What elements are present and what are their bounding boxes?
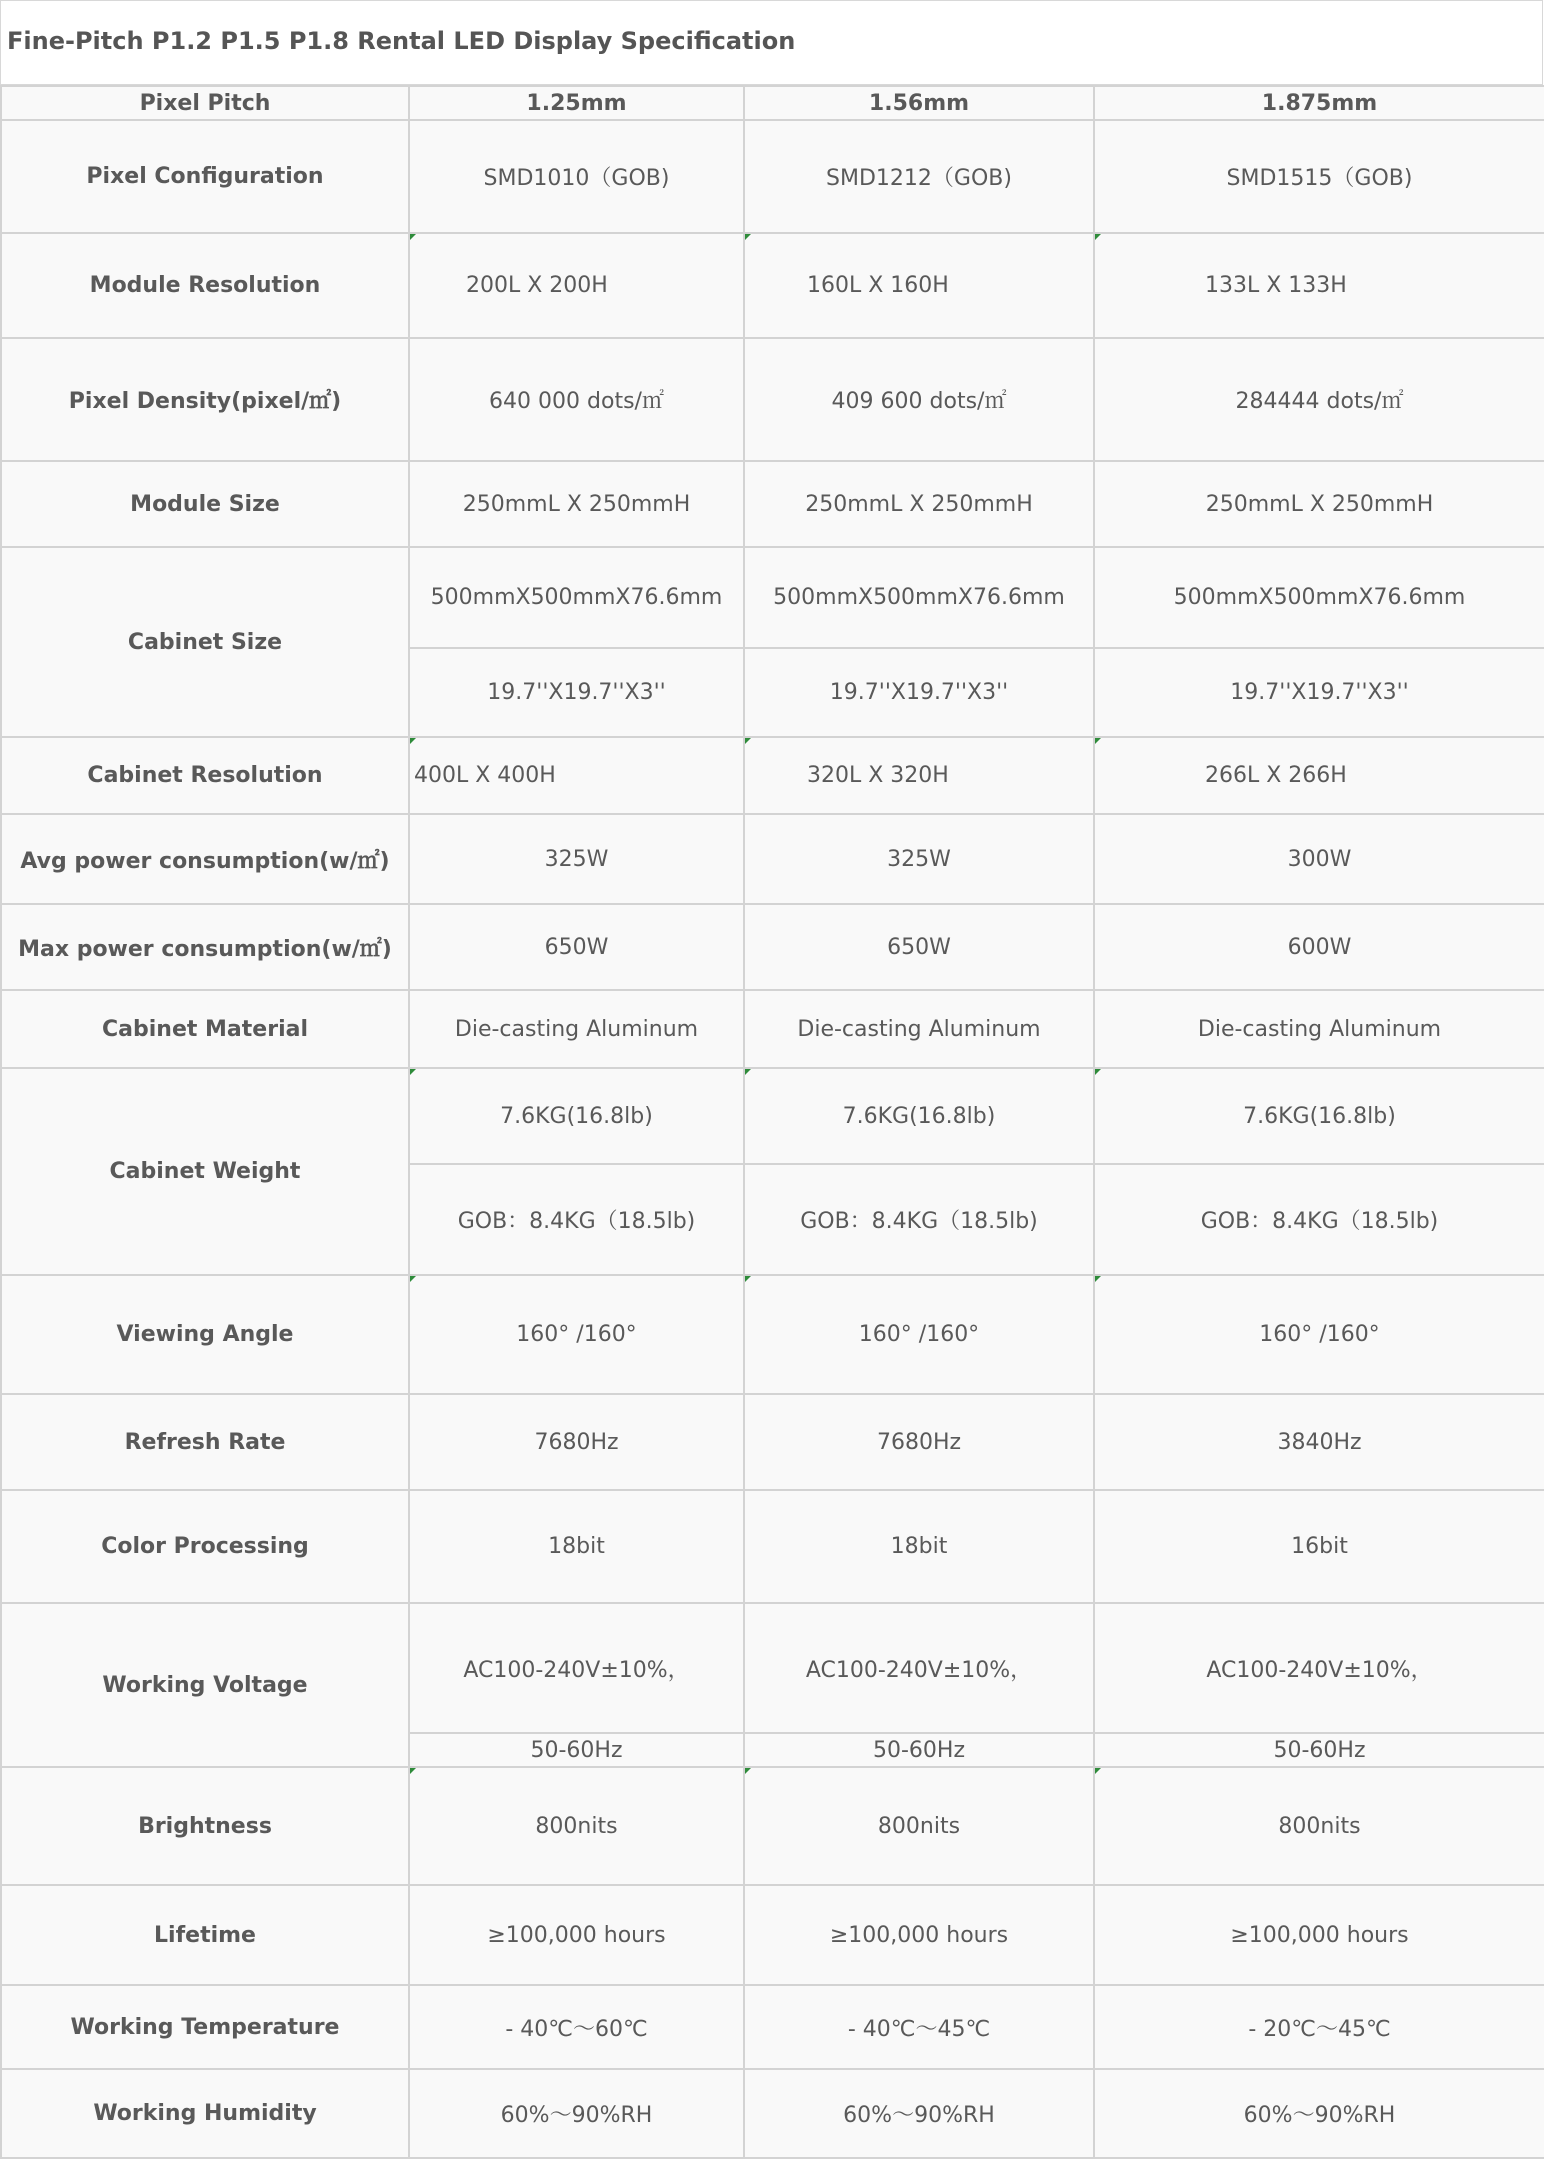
- cell-working-humidity-2: 60%～90%RH: [744, 2069, 1094, 2158]
- header-col-2: 1.56mm: [744, 86, 1094, 120]
- cell-cabinet-size-in-1: 19.7''X19.7''X3'': [409, 648, 744, 737]
- cell-module-res-2: 160L X 160H: [744, 233, 1094, 338]
- table-row: [1, 737, 1544, 814]
- cell-cabinet-material-1: Die-casting Aluminum: [409, 990, 744, 1068]
- cell-cabinet-res-2: 320L X 320H: [744, 737, 1094, 814]
- row-label-working-temperature: Working Temperature: [1, 1985, 409, 2069]
- table-row: [1, 990, 1544, 1068]
- cell-refresh-rate-1: 7680Hz: [409, 1394, 744, 1490]
- table-row: [1, 120, 1544, 233]
- page-title: Fine-Pitch P1.2 P1.5 P1.8 Rental LED Display Specification: [7, 27, 796, 55]
- cell-module-size-1: 250mmL X 250mmH: [409, 461, 744, 547]
- cell-brightness-1: 800nits: [409, 1767, 744, 1885]
- row-label-lifetime: Lifetime: [1, 1885, 409, 1985]
- cell-cabinet-size-mm-3: 500mmX500mmX76.6mm: [1094, 547, 1544, 648]
- cell-cabinet-weight-a-3: 7.6KG(16.8lb): [1094, 1068, 1544, 1164]
- row-label-module-size: Module Size: [1, 461, 409, 547]
- cell-cabinet-size-in-3: 19.7''X19.7''X3'': [1094, 648, 1544, 737]
- cell-working-voltage-b-1: 50-60Hz: [409, 1733, 744, 1767]
- cell-cabinet-res-3: 266L X 266H: [1094, 737, 1544, 814]
- row-label-working-humidity: Working Humidity: [1, 2069, 409, 2158]
- cell-lifetime-1: ≥100,000 hours: [409, 1885, 744, 1985]
- cell-working-voltage-a-3: AC100-240V±10%，: [1094, 1603, 1544, 1733]
- row-label-working-voltage: Working Voltage: [1, 1603, 409, 1767]
- row-label-cabinet-resolution: Cabinet Resolution: [1, 737, 409, 814]
- cell-color-processing-1: 18bit: [409, 1490, 744, 1603]
- cell-pixel-density-3: 284444 dots/㎡: [1094, 338, 1544, 461]
- cell-viewing-angle-1: 160° /160°: [409, 1275, 744, 1394]
- cell-pixel-config-2: SMD1212（GOB): [744, 120, 1094, 233]
- cell-module-res-1: 200L X 200H: [409, 233, 744, 338]
- cell-working-humidity-3: 60%～90%RH: [1094, 2069, 1544, 2158]
- cell-cabinet-material-3: Die-casting Aluminum: [1094, 990, 1544, 1068]
- title-box: [0, 0, 1543, 85]
- row-label-max-power: Max power consumption(w/㎡): [1, 904, 409, 990]
- cell-working-humidity-1: 60%～90%RH: [409, 2069, 744, 2158]
- cell-color-processing-2: 18bit: [744, 1490, 1094, 1603]
- cell-working-temp-2: - 40℃～45℃: [744, 1985, 1094, 2069]
- cell-max-power-1: 650W: [409, 904, 744, 990]
- cell-working-voltage-b-3: 50-60Hz: [1094, 1733, 1544, 1767]
- cell-pixel-density-2: 409 600 dots/㎡: [744, 338, 1094, 461]
- cell-refresh-rate-2: 7680Hz: [744, 1394, 1094, 1490]
- cell-pixel-density-1: 640 000 dots/㎡: [409, 338, 744, 461]
- cell-cabinet-size-mm-2: 500mmX500mmX76.6mm: [744, 547, 1094, 648]
- cell-cabinet-res-1: 400L X 400H: [409, 737, 744, 814]
- table-row: [1, 1885, 1544, 1985]
- table-row: [1, 461, 1544, 547]
- cell-working-voltage-a-2: AC100-240V±10%，: [744, 1603, 1094, 1733]
- row-label-pixel-configuration: Pixel Configuration: [1, 120, 409, 233]
- row-label-module-resolution: Module Resolution: [1, 233, 409, 338]
- cell-working-temp-1: - 40℃～60℃: [409, 1985, 744, 2069]
- row-label-cabinet-material: Cabinet Material: [1, 990, 409, 1068]
- table-row: [1, 1490, 1544, 1603]
- cell-brightness-2: 800nits: [744, 1767, 1094, 1885]
- cell-lifetime-2: ≥100,000 hours: [744, 1885, 1094, 1985]
- cell-module-res-3: 133L X 133H: [1094, 233, 1544, 338]
- cell-cabinet-weight-a-1: 7.6KG(16.8lb): [409, 1068, 744, 1164]
- table-row: [1, 1394, 1544, 1490]
- header-col-1: 1.25mm: [409, 86, 744, 120]
- cell-module-size-3: 250mmL X 250mmH: [1094, 461, 1544, 547]
- table-row: [1, 338, 1544, 461]
- cell-working-temp-3: - 20℃～45℃: [1094, 1985, 1544, 2069]
- cell-cabinet-size-in-2: 19.7''X19.7''X3'': [744, 648, 1094, 737]
- cell-viewing-angle-3: 160° /160°: [1094, 1275, 1544, 1394]
- row-label-brightness: Brightness: [1, 1767, 409, 1885]
- cell-module-size-2: 250mmL X 250mmH: [744, 461, 1094, 547]
- row-label-viewing-angle: Viewing Angle: [1, 1275, 409, 1394]
- row-label-cabinet-size: Cabinet Size: [1, 547, 409, 737]
- cell-max-power-2: 650W: [744, 904, 1094, 990]
- cell-brightness-3: 800nits: [1094, 1767, 1544, 1885]
- cell-cabinet-material-2: Die-casting Aluminum: [744, 990, 1094, 1068]
- row-label-pixel-density: Pixel Density(pixel/㎡): [1, 338, 409, 461]
- header-pixel-pitch: Pixel Pitch: [1, 86, 409, 120]
- table-row: [1, 2069, 1544, 2158]
- cell-cabinet-weight-b-1: GOB：8.4KG（18.5lb): [409, 1164, 744, 1275]
- cell-max-power-3: 600W: [1094, 904, 1544, 990]
- row-label-avg-power: Avg power consumption(w/㎡): [1, 814, 409, 904]
- cell-pixel-config-1: SMD1010（GOB): [409, 120, 744, 233]
- cell-refresh-rate-3: 3840Hz: [1094, 1394, 1544, 1490]
- row-label-color-processing: Color Processing: [1, 1490, 409, 1603]
- cell-cabinet-size-mm-1: 500mmX500mmX76.6mm: [409, 547, 744, 648]
- table-row: [1, 1985, 1544, 2069]
- table-row: [1, 1275, 1544, 1394]
- cell-pixel-config-3: SMD1515（GOB): [1094, 120, 1544, 233]
- table-row: [1, 1603, 1544, 1733]
- cell-cabinet-weight-b-3: GOB：8.4KG（18.5lb): [1094, 1164, 1544, 1275]
- cell-avg-power-3: 300W: [1094, 814, 1544, 904]
- table-header-row: [1, 86, 1544, 120]
- table-row: [1, 814, 1544, 904]
- table-row: [1, 904, 1544, 990]
- cell-cabinet-weight-b-2: GOB：8.4KG（18.5lb): [744, 1164, 1094, 1275]
- cell-avg-power-2: 325W: [744, 814, 1094, 904]
- cell-working-voltage-a-1: AC100-240V±10%，: [409, 1603, 744, 1733]
- header-col-3: 1.875mm: [1094, 86, 1544, 120]
- table-row: [1, 1767, 1544, 1885]
- row-label-refresh-rate: Refresh Rate: [1, 1394, 409, 1490]
- cell-viewing-angle-2: 160° /160°: [744, 1275, 1094, 1394]
- table-row: [1, 233, 1544, 338]
- row-label-cabinet-weight: Cabinet Weight: [1, 1068, 409, 1275]
- table-row: [1, 547, 1544, 648]
- spec-table: [0, 85, 1544, 2159]
- table-row: [1, 1068, 1544, 1164]
- cell-lifetime-3: ≥100,000 hours: [1094, 1885, 1544, 1985]
- cell-avg-power-1: 325W: [409, 814, 744, 904]
- cell-cabinet-weight-a-2: 7.6KG(16.8lb): [744, 1068, 1094, 1164]
- cell-color-processing-3: 16bit: [1094, 1490, 1544, 1603]
- cell-working-voltage-b-2: 50-60Hz: [744, 1733, 1094, 1767]
